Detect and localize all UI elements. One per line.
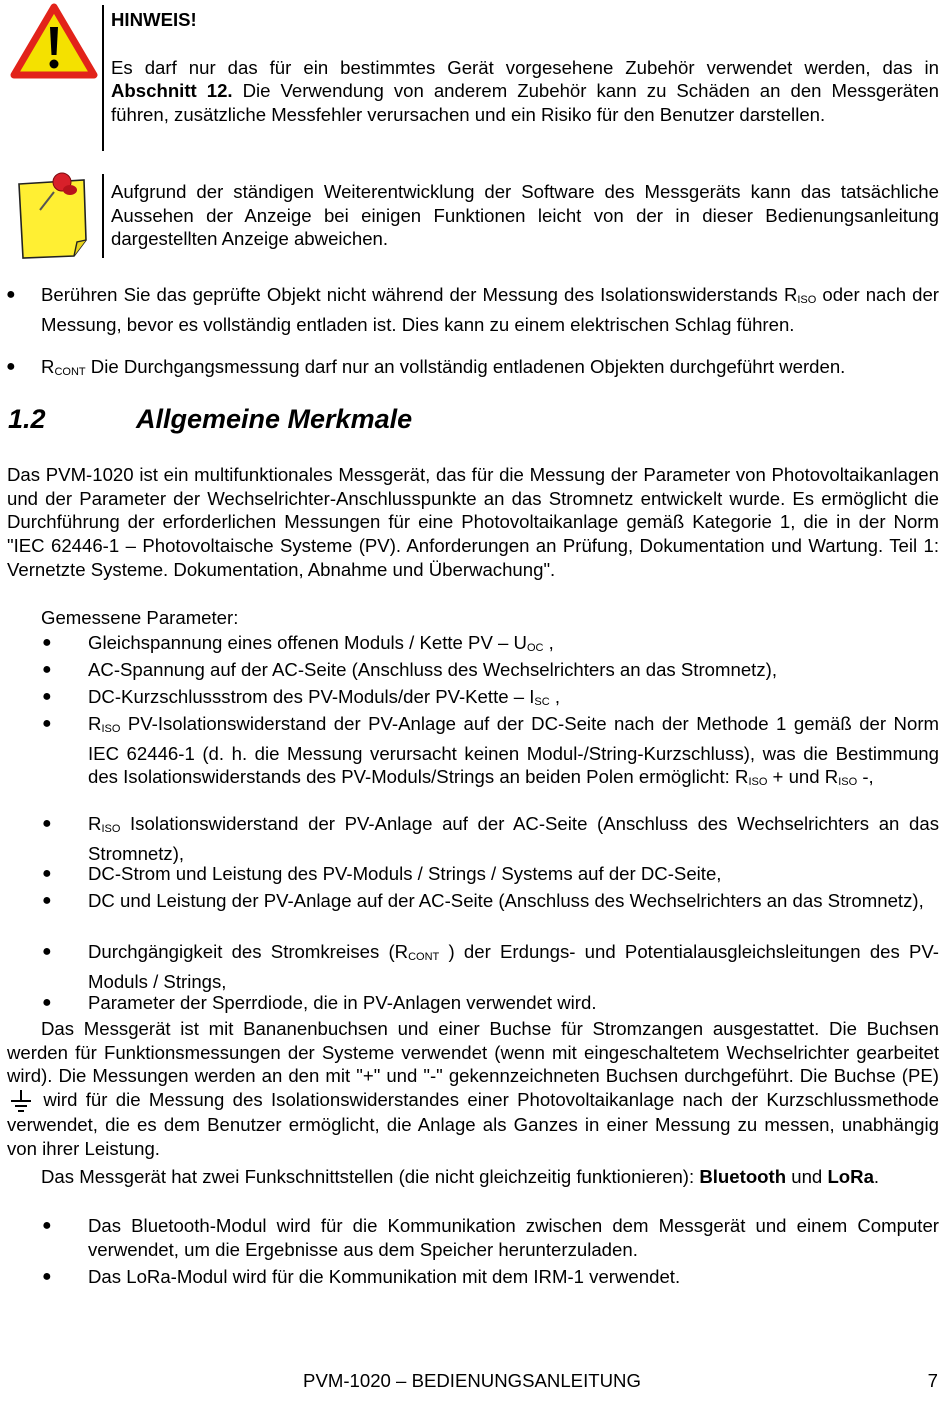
bullet-icon: ● [42,1268,52,1285]
bullet-icon: ● [42,634,52,651]
bullet-icon: ● [42,715,52,732]
bullet-icon: ● [42,688,52,705]
ground-symbol-icon [9,1089,33,1113]
page-number: 7 [927,1370,938,1391]
bullet-icon: ● [42,865,52,882]
bullet-icon: ● [42,892,52,909]
params-label: Gemessene Parameter: [41,607,239,628]
safety-item-1: ● Berühren Sie das geprüfte Objekt nicht während der Messung des Isolationswiderstands $R_{ISO}$ oder nach der Messung, bevor es vollständig entladen ist. Dies kann zu einem elektrischen Schlag führen. [6,284,939,335]
bullet-icon: ● [42,994,52,1011]
param-item-3: ● DC-Kurzschlussstrom des PV-Moduls/der PV-Kette – $I_{SC}$ , [42,686,561,708]
section-reference: Abschnitt 12. [111,80,233,102]
bullet-icon: ● [42,661,52,678]
warning-text: Es darf nur das für ein bestimmtes Gerät vorgesehene Zubehör verwendet werden, das in Abschnitt 12. Die Verwendung von anderem Zubehör kann zu Schäden an den Messgeräten führen, zusätzliche Messfehler verursachen und ein Risiko für den Benutzer darstellen. [111,56,939,125]
note-text: Aufgrund der ständigen Weiterentwicklung der Software des Messgeräts kann das tatsächliche Aussehen der Anzeige bei einigen Funktionen leicht von der in dieser Bedienungsanleitung dargestellten Anzeige abweichen. [111,181,939,250]
bullet-icon: ● [6,358,16,375]
param-item-5: ● $R_{ISO}$ Isolationswiderstand der PV-Anlage auf der AC-Seite (Anschluss des Wechselrichters an das Stromnetz), [42,813,939,864]
param-item-8: ● Durchgängigkeit des Stromkreises ($R_{CONT}$ ) der Erdungs- und Potentialausgleichsleitungen des PV-Moduls / Strings, [42,941,939,992]
intro-paragraph: Das PVM-1020 ist ein multifunktionales Messgerät, das für die Messung der Parameter von Photovoltaikanlagen und der Parameter der Wechselrichter-Anschlusspunkte an das Stromnetz entwickelt wurde. Es ermöglicht die Durchführung der erforderlichen Messungen für eine Photovoltaikanlage gemäß Kategorie 1, die in der Norm "IEC 62446-1 – Photovoltaische Systeme (PV). Anforderungen an Prüfung, Dokumentation und Wartung. Teil 1: Vernetzte Systeme. Dokumentation, Abnahme und Überwachung". [7,464,939,580]
footer-title: PVM-1020 – BEDIENUNGSANLEITUNG [303,1370,641,1391]
interface-item-bluetooth: ● Das Bluetooth-Modul wird für die Kommunikation zwischen dem Messgerät und einem Computer verwendet, um die Ergebnisse aus dem Speicher herunterzuladen. [42,1215,939,1260]
pinned-note-icon [14,170,96,262]
safety-item-2: ● $R_{CONT}$ Die Durchgangsmessung darf nur an vollständig entladenen Objekten durchgeführt werden. [6,356,846,378]
sockets-paragraph: Das Messgerät ist mit Bananenbuchsen und einer Buchse für Stromzangen ausgestattet. Die Buchsen werden für Funktionsmessungen der Systeme verwendet (wenn mit eingeschaltetem Wechselrichter gearbeitet wird). Die Messungen werden an den mit "+" und "-" gekennzeichneten Buchsen durchgeführt. Die Buchse (PE) wird für die Messung des Isolationswiderstandes einer Photovoltaikanlage nach der Kurzschlussmethode verwendet, die es dem Benutzer ermöglicht, die Anlage als Ganzes in einer Messung zu messen, unabhängig von ihrer Leistung. [7,1018,939,1159]
param-item-9: ● Parameter der Sperrdiode, die in PV-Anlagen verwendet wird. [42,992,597,1013]
bullet-icon: ● [42,943,52,960]
interfaces-paragraph: Das Messgerät hat zwei Funkschnittstellen (die nicht gleichzeitig funktionieren): Bluetooth und LoRa. [41,1166,880,1187]
section-title: Allgemeine Merkmale [136,404,413,434]
param-item-7: ● DC und Leistung der PV-Anlage auf der AC-Seite (Anschluss des Wechselrichters an das Stromnetz), [42,890,924,911]
interface-item-lora: ● Das LoRa-Modul wird für die Kommunikation mit dem IRM-1 verwendet. [42,1266,681,1287]
bullet-icon: ● [42,1217,52,1234]
param-item-2: ● AC-Spannung auf der AC-Seite (Anschluss des Wechselrichters an das Stromnetz), [42,659,777,680]
warning-title: HINWEIS! [111,9,197,30]
bullet-icon: ● [42,815,52,832]
warning-triangle-icon [10,3,98,79]
bullet-icon: ● [6,286,16,303]
param-item-6: ● DC-Strom und Leistung des PV-Moduls / Strings / Systems auf der DC-Seite, [42,863,722,884]
section-number: 1.2 [8,404,46,434]
param-item-1: ● Gleichspannung eines offenen Moduls / Kette PV – $U_{OC}$ , [42,632,554,654]
param-item-4: ● $R_{ISO}$ PV-Isolationswiderstand der PV-Anlage auf der DC-Seite nach der Methode 1 gemäß der Norm IEC 62446-1 (d. h. die Messung verursacht keinen Modul-/String-Kurzschluss), was die Bestimmung des Isolationswiderstands des PV-Moduls/Strings an beiden Polen ermöglicht: $R_{ISO}$ + und $R_{ISO}$ -, [42,713,939,789]
